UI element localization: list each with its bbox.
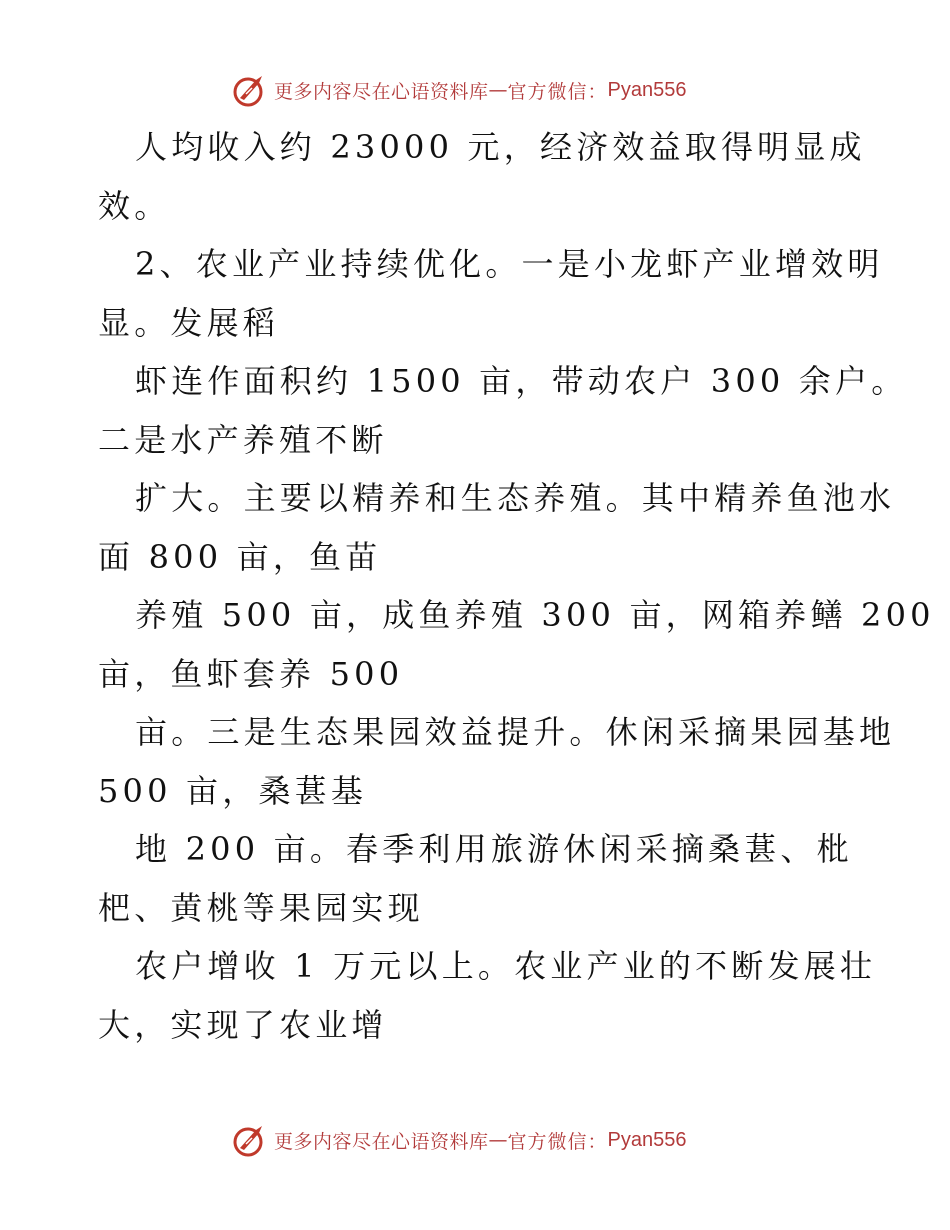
text-line: 大，实现了农业增 [98, 1005, 388, 1044]
text-line: 扩大。主要以精养和生态养殖。其中精养鱼池水 [135, 479, 896, 517]
document-body [98, 118, 935, 1054]
text-line: 二是水产养殖不断 [98, 420, 388, 459]
watermark-separator: — [488, 79, 508, 101]
text-line: 养殖 500 亩，成鱼养殖 300 亩，网箱养鳝 200 [135, 596, 935, 634]
text-line: 亩，鱼虾套养 500 [98, 654, 404, 693]
text-line: 杷、黄桃等果园实现 [98, 888, 424, 927]
watermark-text: 更多内容尽在心语资料库 [274, 80, 489, 103]
text-line: 2、农业产业持续优化。一是小龙虾产业增效明 [135, 245, 884, 283]
text-line: 面 800 亩，鱼苗 [98, 537, 382, 576]
quill-pen-logo-icon [232, 1122, 268, 1158]
text-line: 500 亩，桑葚基 [98, 771, 368, 810]
watermark-wechat-id: Pyan556 [607, 78, 687, 101]
text-line: 亩。三是生态果园效益提升。休闲采摘果园基地 [135, 713, 896, 751]
watermark-label: 官方微信： [507, 1130, 608, 1153]
text-line: 显。发展稻 [98, 303, 280, 342]
text-line: 效。 [98, 186, 171, 225]
text-line: 地 200 亩。春季利用旅游休闲采摘桑葚、枇 [135, 830, 853, 868]
watermark-label: 官方微信： [507, 80, 608, 103]
text-line: 农户增收 1 万元以上。农业产业的不断发展壮 [135, 947, 877, 985]
watermark-separator: — [488, 1129, 508, 1151]
text-line: 人均收入约 23000 元，经济效益取得明显成 [135, 128, 866, 166]
header-watermark [232, 72, 687, 108]
footer-watermark [232, 1122, 687, 1158]
watermark-wechat-id: Pyan556 [607, 1128, 687, 1151]
text-line: 虾连作面积约 1500 亩，带动农户 300 余户。 [135, 362, 908, 400]
quill-pen-logo-icon [232, 72, 268, 108]
watermark-text: 更多内容尽在心语资料库 [274, 1130, 489, 1153]
